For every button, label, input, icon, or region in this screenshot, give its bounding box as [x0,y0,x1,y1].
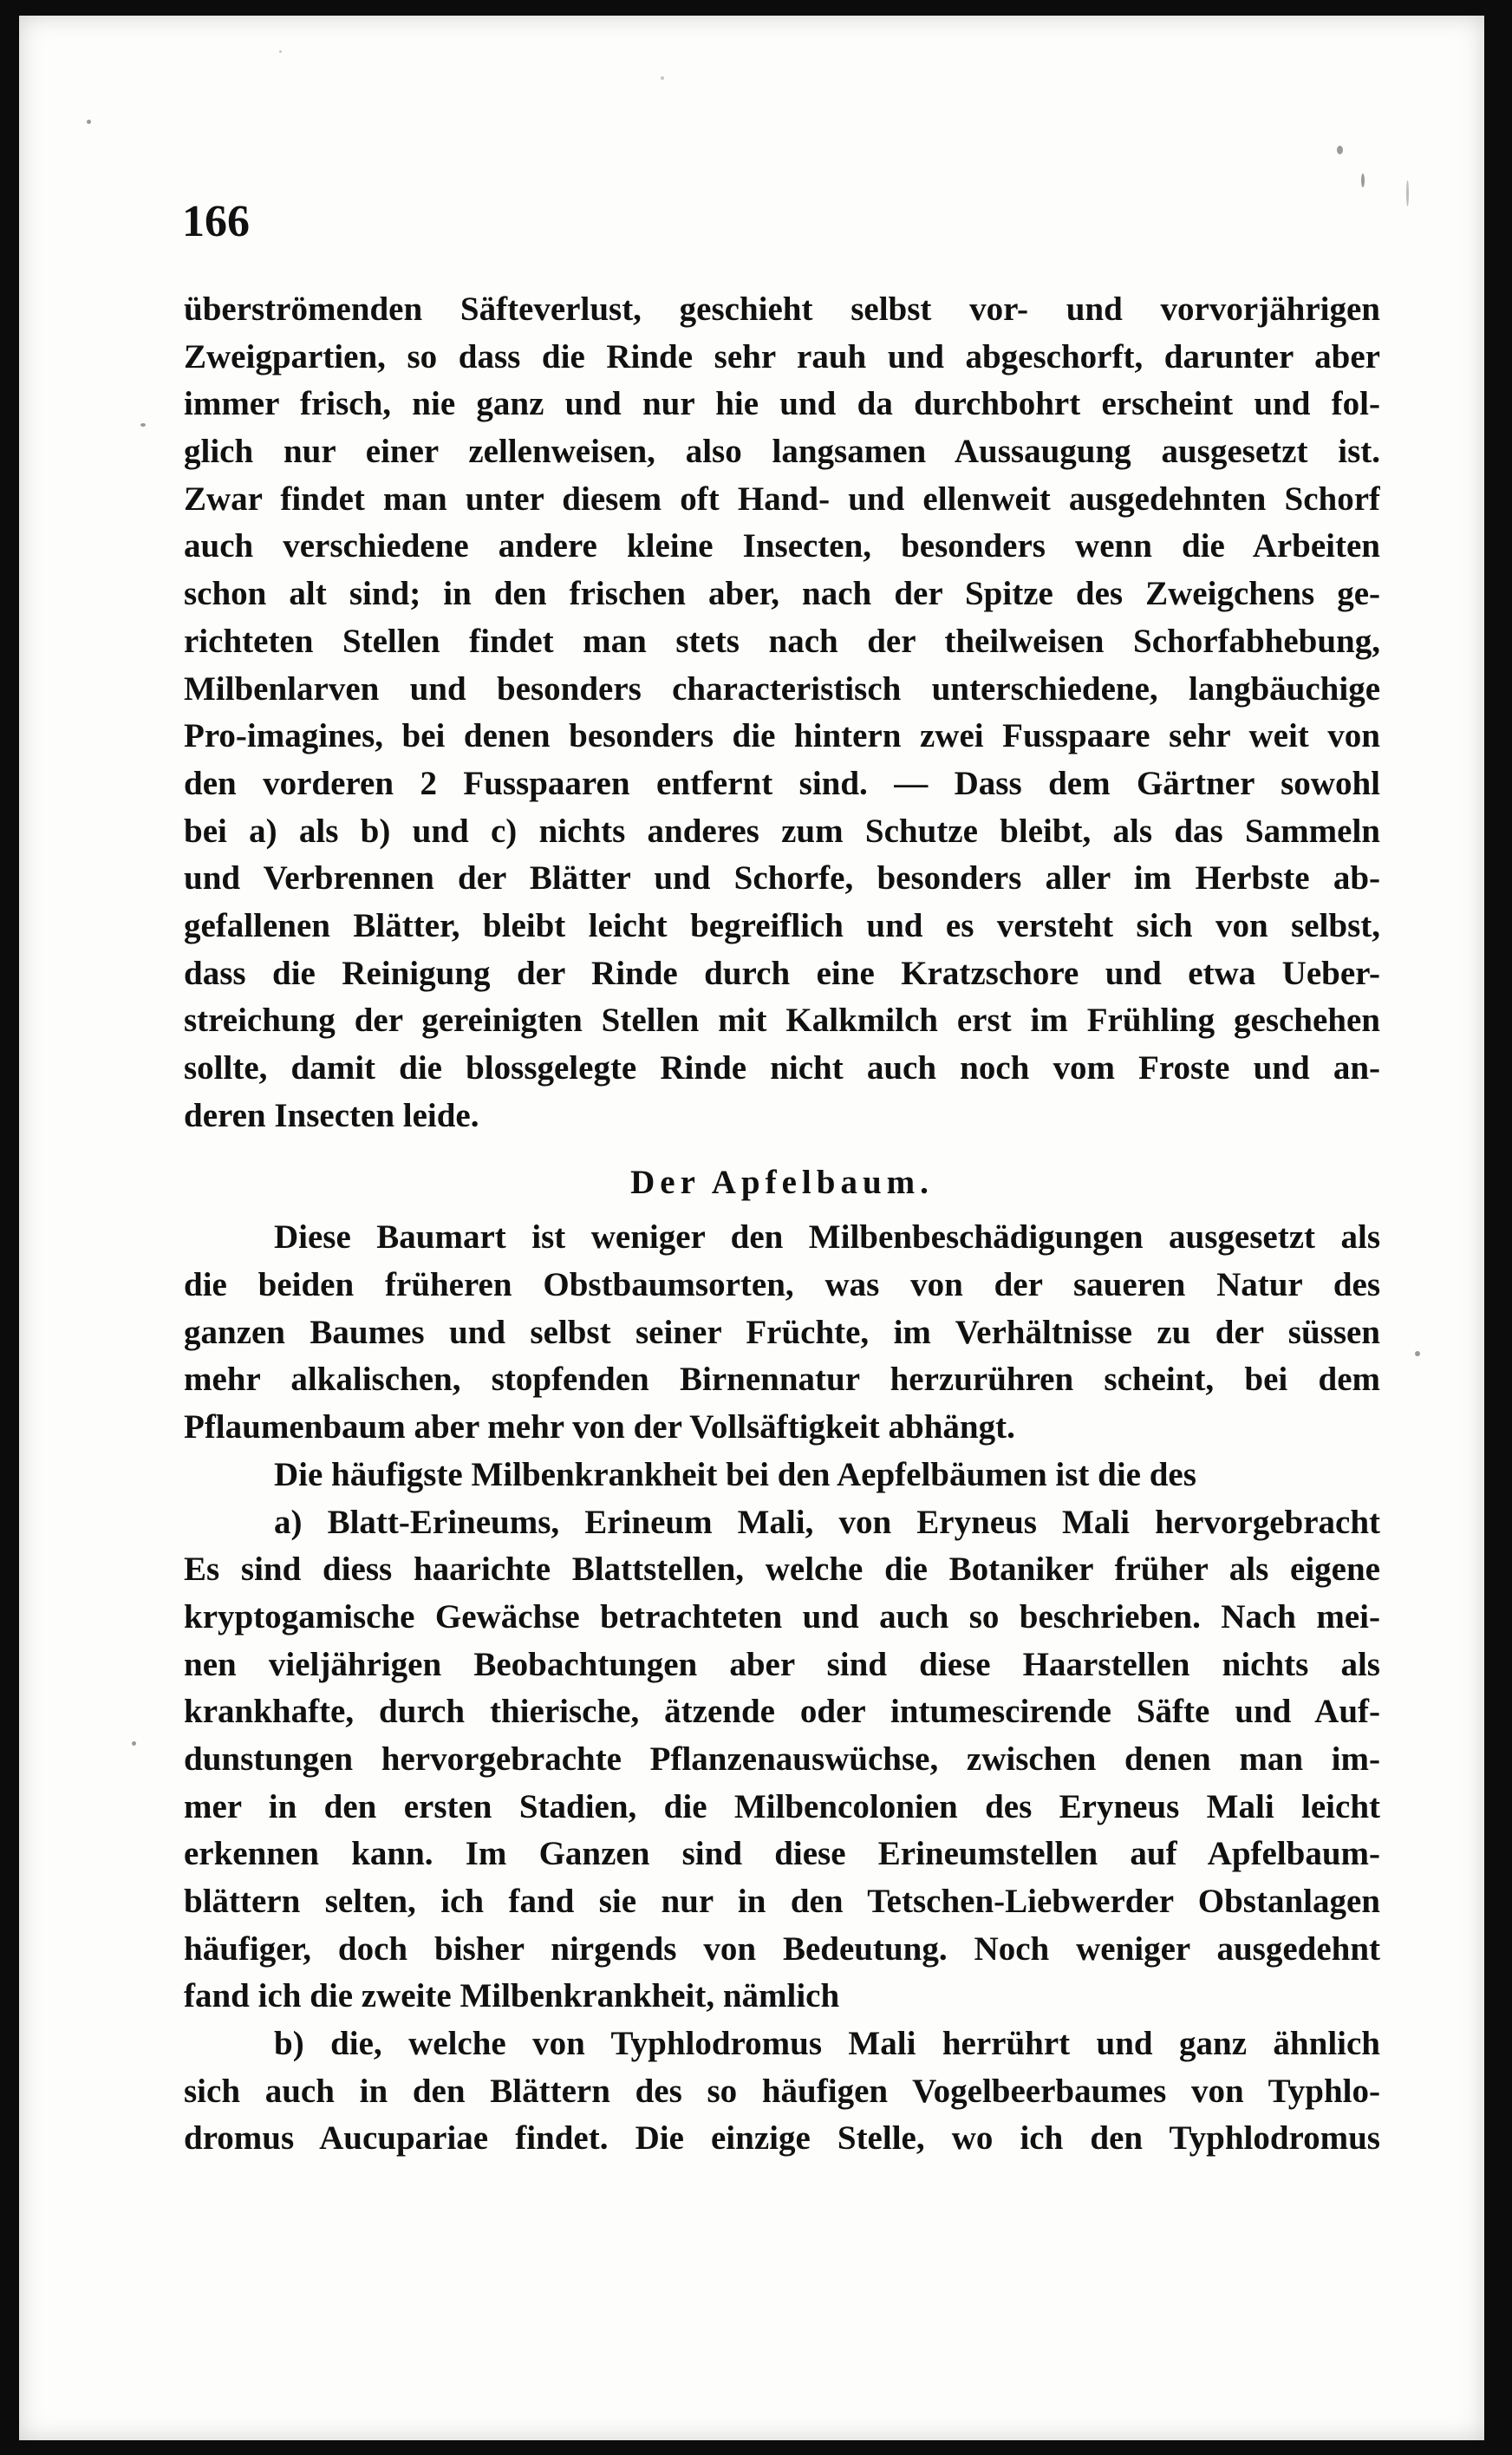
text-line: gefallenen Blätter, bleibt leicht begreiflich und es versteht sich von selbst, [184,906,1380,944]
text-line: krankhafte, durch thierische, ätzende oder intumescirende Säfte und Auf- [184,1693,1380,1731]
paper-speck [1361,173,1365,187]
text-line: Zwar findet man unter diesem oft Hand- und ellenweit ausgedehnten Schorf [184,480,1380,518]
text-line: dunstungen hervorgebrachte Pflanzenauswüchse, zwischen denen man im- [184,1740,1380,1778]
text-line: kryptogamische Gewächse betrachteten und auch so beschrieben. Nach mei- [184,1597,1380,1636]
text-line: Milbenlarven und besonders characteristisch unterschiedene, langbäuchige [184,669,1380,708]
text-line: Die häufigste Milbenkrankheit bei den Aepfelbäumen ist die des [274,1455,1196,1493]
text-line: nen vieljährigen Beobachtungen aber sind diese Haarstellen nichts als [184,1645,1380,1683]
text-line: sich auch in den Blättern des so häufigen Vogelbeerbaumes von Typhlo- [184,2072,1380,2110]
text-line: den vorderen 2 Fusspaaren entfernt sind. — Dass dem Gärtner sowohl [184,764,1380,802]
text-line: immer frisch, nie ganz und nur hie und da durchbohrt erscheint und fol- [184,385,1380,423]
page-number: 166 [182,197,250,246]
text-line: mehr alkalischen, stopfenden Birnennatur herzurühren scheint, bei dem [184,1361,1380,1399]
text-line: Diese Baumart ist weniger den Milbenbeschädigungen ausgesetzt als [274,1218,1380,1257]
text-line: Pro-imagines, bei denen besonders die hintern zwei Fusspaare sehr weit von [184,717,1380,755]
section-heading: Der Apfelbaum. [630,1164,934,1202]
text-line: fand ich die zweite Milbenkrankheit, nämlich [184,1977,840,2015]
text-line: Zweigpartien, so dass die Rinde sehr rauh und abgeschorft, darunter aber [184,337,1380,375]
text-line: erkennen kann. Im Ganzen sind diese Erineumstellen auf Apfelbaum- [184,1835,1380,1873]
paper-speck [87,120,91,124]
text-line: bei a) als b) und c) nichts anderes zum Schutze bleibt, als das Sammeln [184,812,1380,850]
text-line: mer in den ersten Stadien, die Milbencolonien des Eryneus Mali leicht [184,1787,1380,1825]
text-line: dromus Aucupariae findet. Die einzige Stelle, wo ich den Typhlodromus [184,2119,1380,2158]
text-line: die beiden früheren Obstbaumsorten, was von der saueren Natur des [184,1266,1380,1304]
text-line: schon alt sind; in den frischen aber, nach der Spitze des Zweigchens ge- [184,575,1380,613]
text-line: ganzen Baumes und selbst seiner Früchte, im Verhältnisse zu der süssen [184,1313,1380,1351]
paper-speck [132,1741,136,1746]
text-line: sollte, damit die blossgelegte Rinde nicht auch noch vom Froste und an- [184,1049,1380,1087]
paper-speck [661,76,664,80]
text-line: glich nur einer zellenweisen, also langsamen Aussaugung ausgesetzt ist. [184,433,1380,471]
text-line: und Verbrennen der Blätter und Schorfe, besonders aller im Herbste ab- [184,859,1380,898]
paper-speck [1415,1351,1420,1356]
text-line: überströmenden Säfteverlust, geschieht selbst vor- und vorvorjährigen [184,291,1380,328]
text-line: Es sind diess haarichte Blattstellen, welche die Botaniker früher als eigene [184,1551,1380,1589]
text-line: deren Insecten leide. [184,1096,479,1134]
paper-speck [1406,180,1409,206]
text-line: Pflaumenbaum aber mehr von der Vollsäftigkeit abhängt. [184,1408,1015,1446]
paper-speck [279,50,282,53]
paper-speck [1337,146,1343,154]
paper-speck [140,423,146,427]
text-line: auch verschiedene andere kleine Insecten, besonders wenn die Arbeiten [184,527,1380,565]
page-body [184,286,1380,2163]
text-line: a) Blatt-Erineums, Erineum Mali, von Eryneus Mali hervorgebracht [274,1503,1380,1541]
book-page [19,16,1484,2440]
text-line: dass die Reinigung der Rinde durch eine Kratzschore und etwa Ueber- [184,954,1380,992]
text-line: häufiger, doch bisher nirgends von Bedeutung. Noch weniger ausgedehnt [184,1929,1380,1968]
text-line: blättern selten, ich fand sie nur in den Tetschen-Liebwerder Obstanlagen [184,1883,1380,1920]
text-line: b) die, welche von Typhlodromus Mali herrührt und ganz ähnlich [274,2025,1380,2063]
text-line: streichung der gereinigten Stellen mit Kalkmilch erst im Frühling geschehen [184,1002,1380,1040]
text-line: richteten Stellen findet man stets nach der theilweisen Schorfabhebung, [184,622,1380,660]
